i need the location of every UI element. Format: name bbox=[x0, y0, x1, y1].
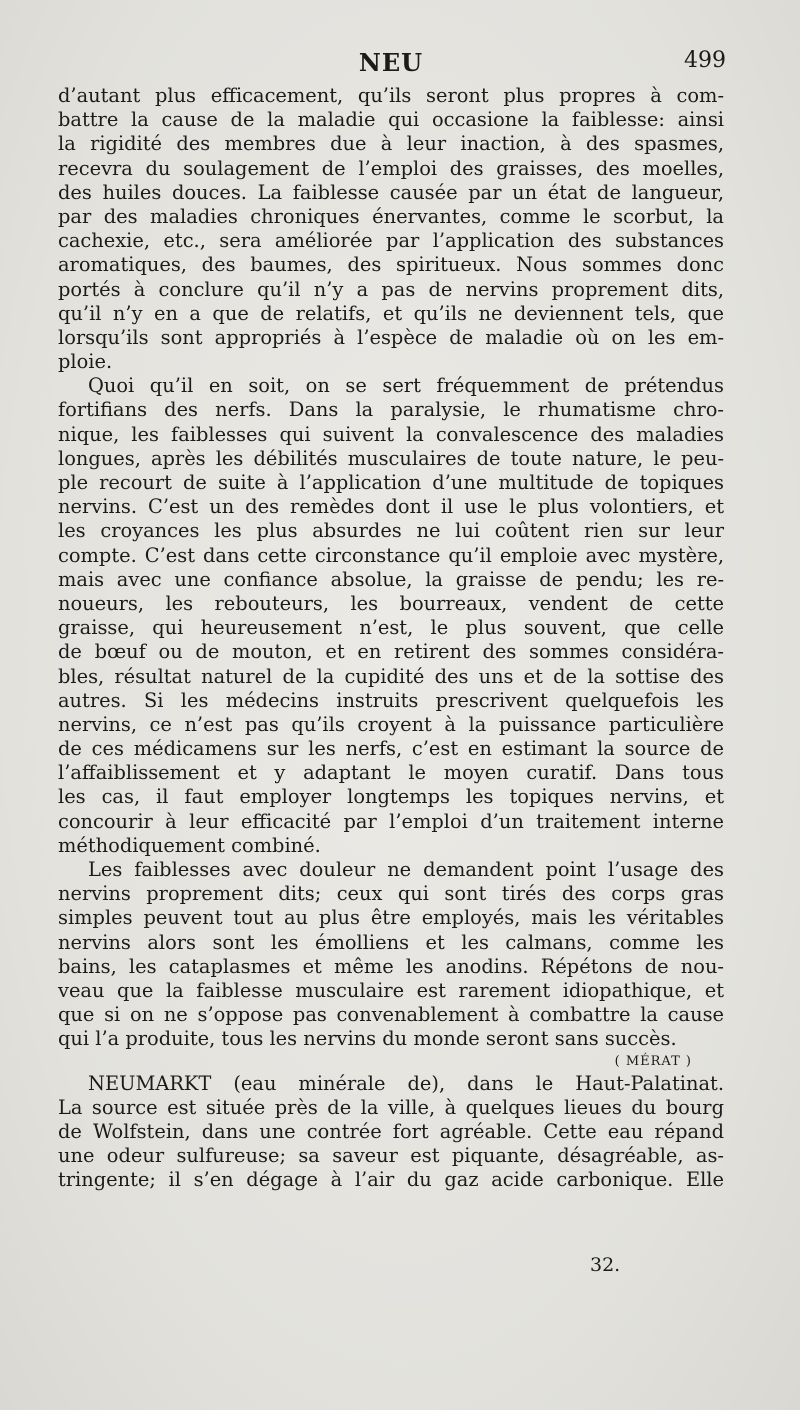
paragraph-1-line: cachexie, etc., sera améliorée par l’application des substances bbox=[58, 229, 724, 253]
paragraph-2-line: autres. Si les médecins instruits prescrivent quelquefois les bbox=[58, 688, 724, 712]
paragraph-1-line: par des maladies chroniques énervantes, comme le scorbut, la bbox=[58, 204, 724, 228]
paragraph-3-line: nervins alors sont les émolliens et les calmans, comme les bbox=[58, 930, 724, 954]
paragraph-2-line: fortifians des nerfs. Dans la paralysie, le rhumatisme chro- bbox=[58, 398, 724, 422]
paragraph-1-line: la rigidité des membres due à leur inaction, à des spasmes, bbox=[58, 132, 724, 156]
paragraph-3-line: bains, les cataplasmes et même les anodins. Répétons de nou- bbox=[58, 954, 724, 978]
author-signature: ( MÉRAT ) bbox=[614, 1053, 692, 1069]
signature-mark: 32. bbox=[590, 1254, 621, 1276]
page-number: 499 bbox=[684, 48, 726, 73]
paragraph-3-line: Les faiblesses avec douleur ne demandent point l’usage des bbox=[88, 858, 724, 881]
paragraph-2-line: Quoi qu’il en soit, on se sert fréquemment de prétendus bbox=[88, 374, 724, 398]
paragraph-2-line: méthodiquement combiné. bbox=[58, 833, 321, 857]
paragraph-1-line: aromatiques, des baumes, des spiritueux. Nous sommes donc bbox=[58, 253, 724, 277]
body-text bbox=[58, 84, 724, 1192]
paragraph-3-line: qui l’a produite, tous les nervins du monde seront sans succès. bbox=[58, 1027, 677, 1051]
paragraph-2-line: noueurs, les rebouteurs, les bourreaux, vendent de cette bbox=[58, 591, 724, 615]
entry-line: une odeur sulfureuse; sa saveur est piquante, désagréable, as- bbox=[58, 1144, 724, 1168]
paragraph-1-line: lorsqu’ils sont appropriés à l’espèce de maladie où on les em- bbox=[58, 325, 724, 349]
paragraph-3-line: nervins proprement dits; ceux qui sont tirés des corps gras bbox=[58, 882, 724, 906]
paragraph-2-line: de bœuf ou de mouton, et en retirent des sommes considéra- bbox=[58, 640, 724, 664]
entry-line: tringente; il s’en dégage à l’air du gaz acide carbonique. Elle bbox=[58, 1168, 724, 1192]
paragraph-2-line: concourir à leur efficacité par l’emploi d’un traitement interne bbox=[58, 809, 724, 833]
paragraph-2-line: graisse, qui heureusement n’est, le plus souvent, que celle bbox=[58, 616, 724, 640]
paragraph-1-line: d’autant plus efficacement, qu’ils seront plus propres à com- bbox=[58, 84, 724, 107]
paragraph-2-line: bles, résultat naturel de la cupidité des uns et de la sottise des bbox=[58, 664, 724, 688]
running-head-title: NEU bbox=[358, 48, 424, 77]
entry-line: La source est située près de la ville, à quelques lieues du bourg bbox=[58, 1095, 724, 1119]
paragraph-2-line: de ces médicamens sur les nerfs, c’est en estimant la source de bbox=[58, 737, 724, 761]
paragraph-2-line: ple recourt de suite à l’application d’une multitude de topiques bbox=[58, 471, 724, 494]
paragraph-2-line: l’affaiblissement et y adaptant le moyen curatif. Dans tous bbox=[58, 761, 724, 785]
paragraph-3-line: simples peuvent tout au plus être employés, mais les véritables bbox=[58, 906, 724, 930]
paragraph-2-line: compte. C’est dans cette circonstance qu’il emploie avec mystère, bbox=[58, 543, 724, 567]
paragraph-1-line: des huiles douces. La faiblesse causée par un état de langueur, bbox=[58, 180, 724, 204]
paragraph-2-line: les croyances les plus absurdes ne lui coûtent rien sur leur bbox=[58, 519, 724, 543]
paragraph-1-line: recevra du soulagement de l’emploi des graisses, des moelles, bbox=[58, 156, 724, 180]
paragraph-2-line: mais avec une confiance absolue, la graisse de pendu; les re- bbox=[58, 567, 724, 591]
paragraph-2-line: nique, les faiblesses qui suivent la convalescence des maladies bbox=[58, 422, 724, 446]
entry-line: de Wolfstein, dans une contrée fort agréable. Cette eau répand bbox=[58, 1119, 724, 1143]
paragraph-3-line: que si on ne s’oppose pas convenablement à combattre la cause bbox=[58, 1003, 724, 1027]
paragraph-1-line: battre la cause de la maladie qui occasione la faiblesse: ainsi bbox=[58, 108, 724, 132]
paragraph-2-line: nervins, ce n’est pas qu’ils croyent à la puissance particulière bbox=[58, 712, 724, 736]
entry-headword-line: NEUMARKT (eau minérale de), dans le Haut-Palatinat. bbox=[88, 1071, 724, 1095]
paragraph-3-line: veau que la faiblesse musculaire est rarement idiopathique, et bbox=[58, 978, 724, 1002]
running-head bbox=[56, 48, 726, 78]
paragraph-2-line: nervins. C’est un des remèdes dont il use le plus volontiers, et bbox=[58, 495, 724, 519]
paragraph-1-line: qu’il n’y en a que de relatifs, et qu’ils ne deviennent tels, que bbox=[58, 301, 724, 325]
paragraph-2-line: les cas, il faut employer longtemps les topiques nervins, et bbox=[58, 785, 724, 809]
paragraph-2-line: longues, après les débilités musculaires de toute nature, le peu- bbox=[58, 446, 724, 470]
paragraph-1-line: ploie. bbox=[58, 350, 113, 374]
paragraph-1-line: portés à conclure qu’il n’y a pas de nervins proprement dits, bbox=[58, 277, 724, 301]
